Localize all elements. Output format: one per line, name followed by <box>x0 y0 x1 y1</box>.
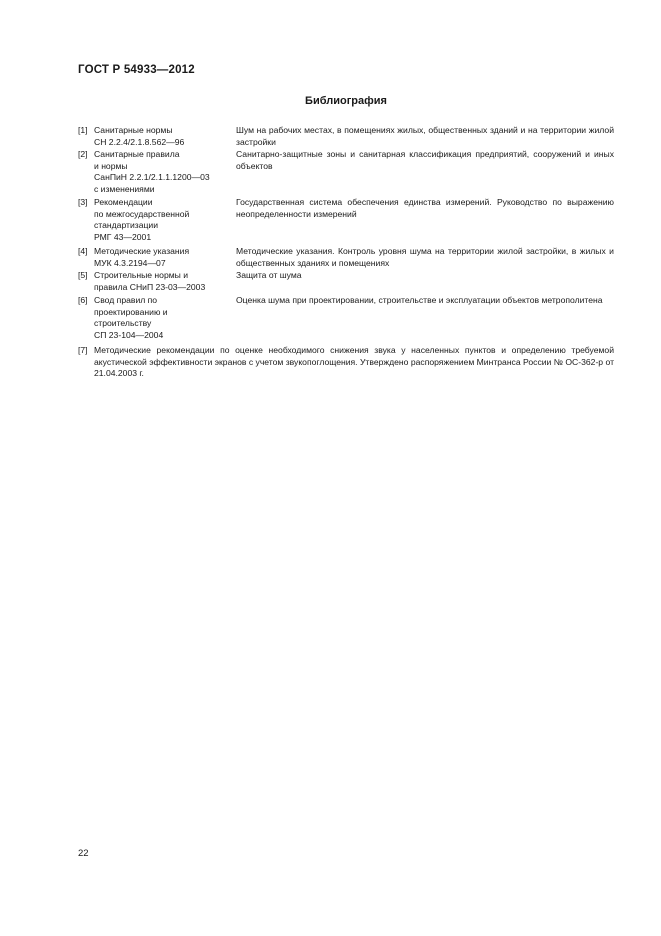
entry-source <box>94 295 236 341</box>
entry-number: [6] <box>78 295 88 305</box>
entry-description: Оценка шума при проектировании, строительстве и эксплуатации объектов метрополитена <box>236 295 603 305</box>
entry-source <box>94 197 236 243</box>
source-line: СанПиН 2.2.1/2.1.1.1200—03 <box>94 172 210 183</box>
entry-number: [2] <box>78 149 88 159</box>
entry-description: Шум на рабочих местах, в помещениях жилых, общественных зданий и на территории жилой застройки <box>236 125 614 147</box>
source-line: проектированию и <box>94 306 168 317</box>
document-code-header: ГОСТ Р 54933—2012 <box>78 64 195 76</box>
source-line: строительству <box>94 318 152 329</box>
source-line: РМГ 43—2001 <box>94 231 152 242</box>
source-line: Строительные нормы и <box>94 270 188 280</box>
source-line: Санитарные нормы <box>94 125 173 135</box>
entry-description: Санитарно-защитные зоны и санитарная классификация предприятий, сооружений и иных объектов <box>236 149 614 171</box>
source-line: МУК 4.3.2194—07 <box>94 257 166 268</box>
source-line: стандартизации <box>94 220 159 231</box>
entry-full-text: Методические рекомендации по оценке необходимого снижения звука у населенных пунктов и определению требуемой акустической эффективности экранов с учетом звукопоглощения. Утверждено распоряжением Минтранса России № ОС-362-р от 21.04.2003 г. <box>94 345 614 379</box>
entry-source <box>94 149 236 195</box>
entry-source <box>94 125 236 148</box>
source-line: Санитарные правила <box>94 149 180 159</box>
entry-source <box>94 246 236 269</box>
source-line: Свод правил по <box>94 295 158 305</box>
bibliography-title: Библиография <box>305 95 387 107</box>
page-number: 22 <box>78 848 89 859</box>
source-line: Методические указания <box>94 246 190 256</box>
entry-source <box>94 270 236 293</box>
entry-number: [4] <box>78 246 88 256</box>
entry-description: Государственная система обеспечения единства измерений. Руководство по выражению неопределенности измерений <box>236 197 614 219</box>
source-line: правила СНиП 23-03—2003 <box>94 281 206 292</box>
entry-number: [3] <box>78 197 88 207</box>
source-line: и нормы <box>94 160 128 171</box>
entry-number: [5] <box>78 270 88 280</box>
source-line: с изменениями <box>94 183 155 194</box>
source-line: СН 2.2.4/2.1.8.562—96 <box>94 136 185 147</box>
source-line: по межгосударственной <box>94 208 190 219</box>
entry-description: Защита от шума <box>236 270 302 280</box>
entry-number: [7] <box>78 345 88 355</box>
entry-description: Методические указания. Контроль уровня шума на территории жилой застройки, в жилых и общественных зданиях и помещениях <box>236 246 614 268</box>
entry-number: [1] <box>78 125 88 135</box>
source-line: Рекомендации <box>94 197 153 207</box>
source-line: СП 23-104—2004 <box>94 329 164 340</box>
